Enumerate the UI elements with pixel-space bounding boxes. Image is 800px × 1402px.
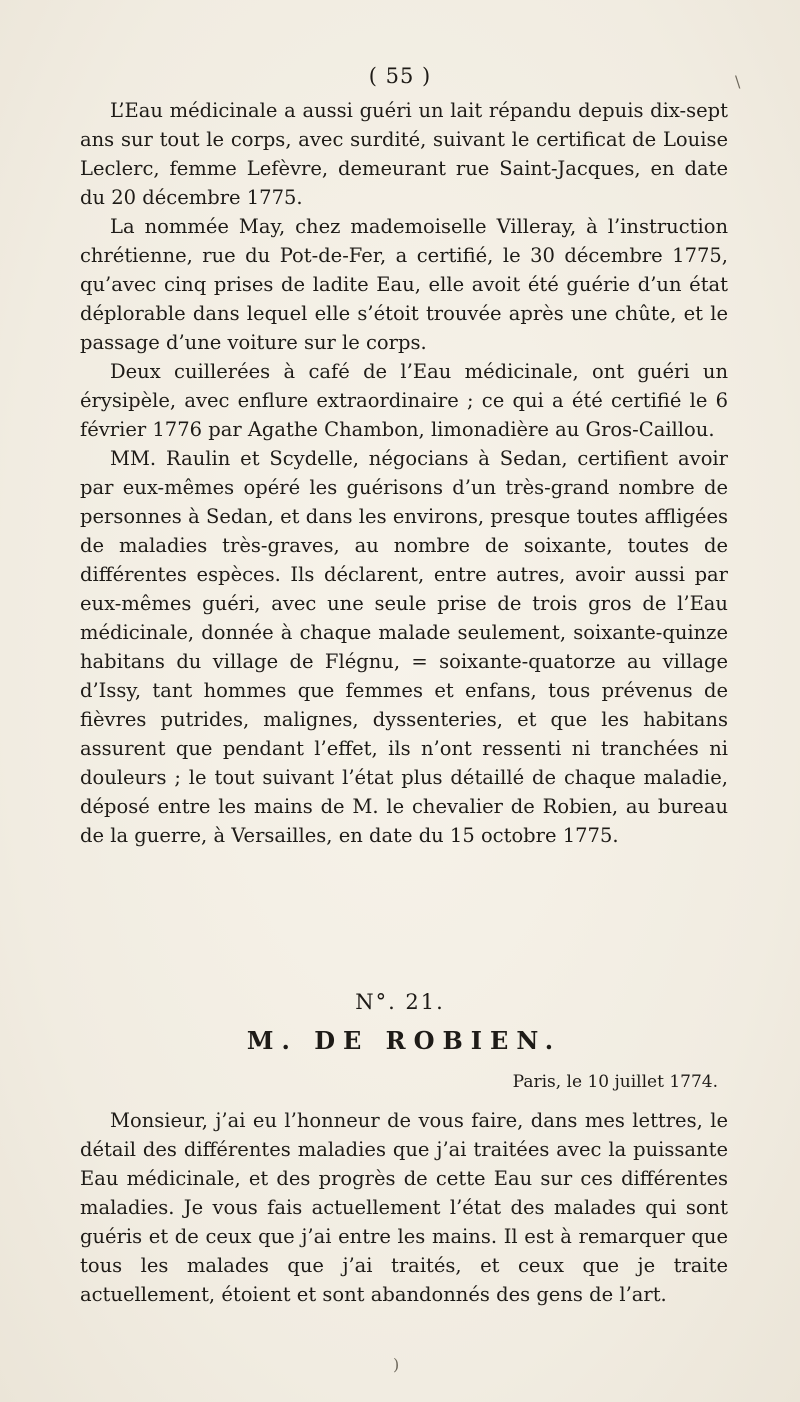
letter-dateline: Paris, le 10 juillet 1774. [512,1072,718,1092]
paragraph-chambon-certificate: Deux cuillerées à café de l’Eau médicinale, ont guéri un érysipèle, avec enflure extraordinaire ; ce qui a été certifié le 6 février 1776 par Agathe Chambon, limonadière au Gros-Caillou. [80,360,728,441]
page-number: ( 55 ) [368,64,432,88]
letter-heading: M. DE ROBIEN. [246,1026,562,1055]
paragraph-leclerc-certificate: L’Eau médicinale a aussi guéri un lait répandu depuis dix-sept ans sur tout le corps, avec surdité, suivant le certificat de Louise Leclerc, femme Lefèvre, demeurant rue Saint-Jacques, en date du 20 décembre 1775. [80,99,728,209]
body-text [80,96,728,850]
stray-mark-bottom: ) [393,1355,400,1374]
letter-paragraph: Monsieur, j’ai eu l’honneur de vous faire, dans mes lettres, le détail des différentes maladies que j’ai traitées avec la puissante Eau médicinale, et des progrès de cette Eau sur ces différentes maladies. Je vous fais actuellement l’état des malades qui sont guéris et de ceux que j’ai entre les mains. Il est à remarquer que tous les malades que j’ai traités, et ceux que je traite actuellement, étoient et sont abandonnés des gens de l’art. [80,1109,728,1306]
letter-body [80,1106,728,1309]
paragraph-may-certificate: La nommée May, chez mademoiselle Villeray, à l’instruction chrétienne, rue du Pot-de-Fer, a certifié, le 30 décembre 1775, qu’avec cinq prises de ladite Eau, elle avoit été guérie d’un état déplorable dans lequel elle s’étoit trouvée après une chûte, et le passage d’une voiture sur le corps. [80,215,728,354]
stray-mark-top: \ [735,72,741,91]
letter-number: N°. 21. [355,990,445,1014]
paragraph-raulin-scydelle: MM. Raulin et Scydelle, négocians à Sedan, certifient avoir par eux-mêmes opéré les guérisons d’un très-grand nombre de personnes à Sedan, et dans les environs, presque toutes affligées de maladies très-graves, au nombre de soixante, toutes de différentes espèces. Ils déclarent, entre autres, avoir aussi par eux-mêmes guéri, avec une seule prise de trois gros de l’Eau médicinale, donnée à chaque malade seulement, soixante-quinze habitans du village de Flégnu, = soixante-quatorze au village d’Issy, tant hommes que femmes et enfans, tous prévenus de fièvres putrides, malignes, dyssenteries, et que les habitans assurent que pendant l’effet, ils n’ont ressenti ni tranchées ni douleurs ; le tout suivant l’état plus détaillé de chaque maladie, déposé entre les mains de M. le chevalier de Robien, au bureau de la guerre, à Versailles, en date du 15 octobre 1775. [80,447,728,847]
